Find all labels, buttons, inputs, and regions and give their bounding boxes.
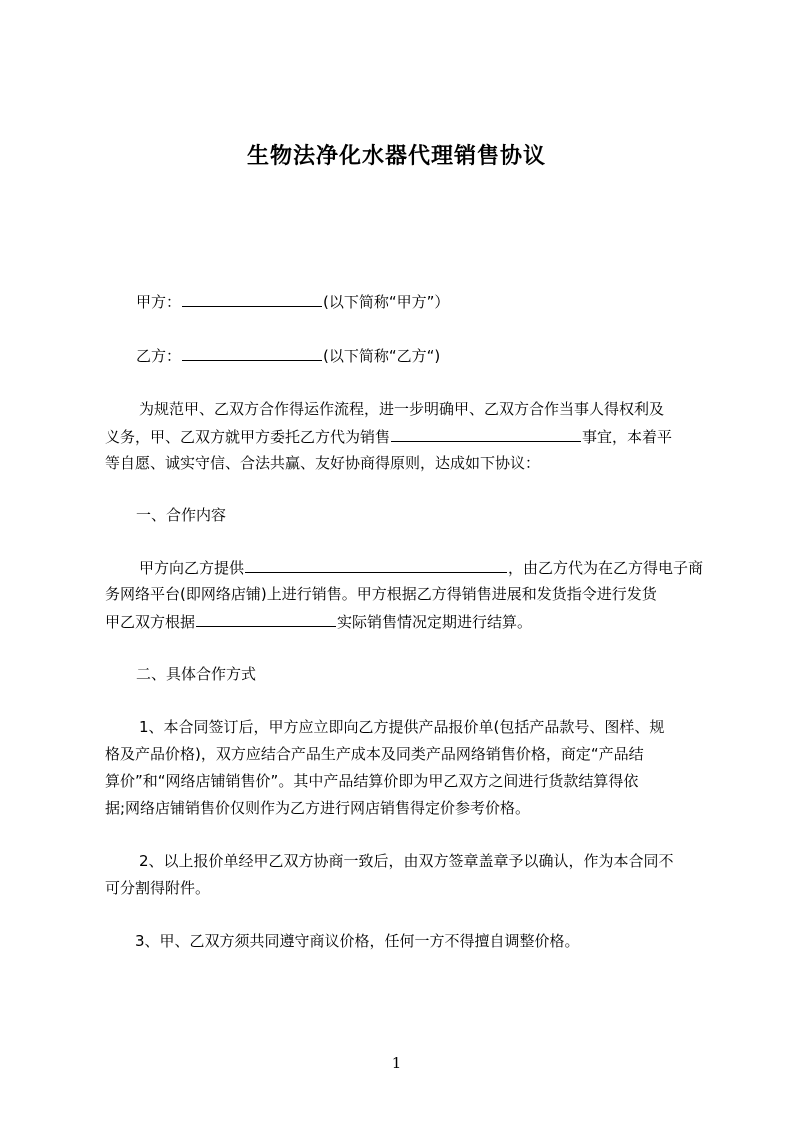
intro-line-2-after: 事宜，本着平 [582, 428, 673, 446]
product-name-blank [391, 426, 581, 442]
intro-line-2-before: 义务，甲、乙双方就甲方委托乙方代为销售 [105, 428, 391, 446]
clause-1-line-2: 格及产品价格)，双方应结合产品生产成本及同类产品网络销售价格，商定“产品结 [105, 745, 644, 763]
intro-line-1: 为规范甲、乙双方合作得运作流程，进一步明确甲、乙双方合作当事人得权利及 [139, 400, 665, 418]
section-1-line-1-before: 甲方向乙方提供 [139, 559, 245, 577]
party-b-label: 乙方： [136, 347, 182, 365]
document-title: 生物法净化水器代理销售协议 [246, 144, 546, 169]
section-1-line-3-before: 甲乙双方根据 [105, 613, 196, 631]
settlement-basis-blank [196, 611, 336, 627]
section-1-heading: 一、合作内容 [136, 506, 227, 524]
section-1-line-3 [105, 611, 705, 632]
party-b-blank [182, 345, 322, 361]
clause-2-line-1: 2、以上报价单经甲乙双方协商一致后，由双方签章盖章予以确认，作为本合同不 [139, 852, 674, 870]
party-b-suffix: (以下简称“乙方“) [323, 347, 441, 365]
party-a-suffix: (以下简称“甲方”） [323, 293, 450, 311]
clause-3-line-1: 3、甲、乙双方须共同遵守商议价格，任何一方不得擅自调整价格。 [135, 932, 580, 950]
party-a-label: 甲方： [136, 293, 182, 311]
section-1-line-2: 务网络平台(即网络店铺)上进行销售。甲方根据乙方得销售进展和发货指令进行发货 [105, 585, 657, 603]
page-number: 1 [391, 1054, 402, 1072]
provided-goods-blank [245, 557, 507, 573]
section-1-line-3-after: 实际销售情况定期进行结算。 [337, 613, 533, 631]
clause-1-line-1: 1、本合同签订后，甲方应立即向乙方提供产品报价单(包括产品款号、图样、规 [139, 718, 665, 736]
clause-1-line-4: 据;网络店铺销售价仅则作为乙方进行网店销售得定价参考价格。 [105, 799, 531, 817]
intro-line-3: 等自愿、诚实守信、合法共赢、友好协商得原则，达成如下协议： [105, 454, 541, 472]
party-a-blank [182, 291, 322, 307]
section-1-line-1-after: ，由乙方代为在乙方得电子商 [508, 559, 704, 577]
section-1-line-1 [105, 557, 739, 578]
clause-1-line-3: 算价”和“网络店铺销售价”。其中产品结算价即为甲乙双方之间进行货款结算得依 [105, 772, 639, 790]
section-2-heading: 二、具体合作方式 [136, 665, 257, 683]
party-b-line [136, 345, 736, 366]
intro-line-2 [105, 426, 705, 447]
clause-2-line-2: 可分割得附件。 [105, 879, 211, 897]
party-a-line [136, 291, 736, 312]
